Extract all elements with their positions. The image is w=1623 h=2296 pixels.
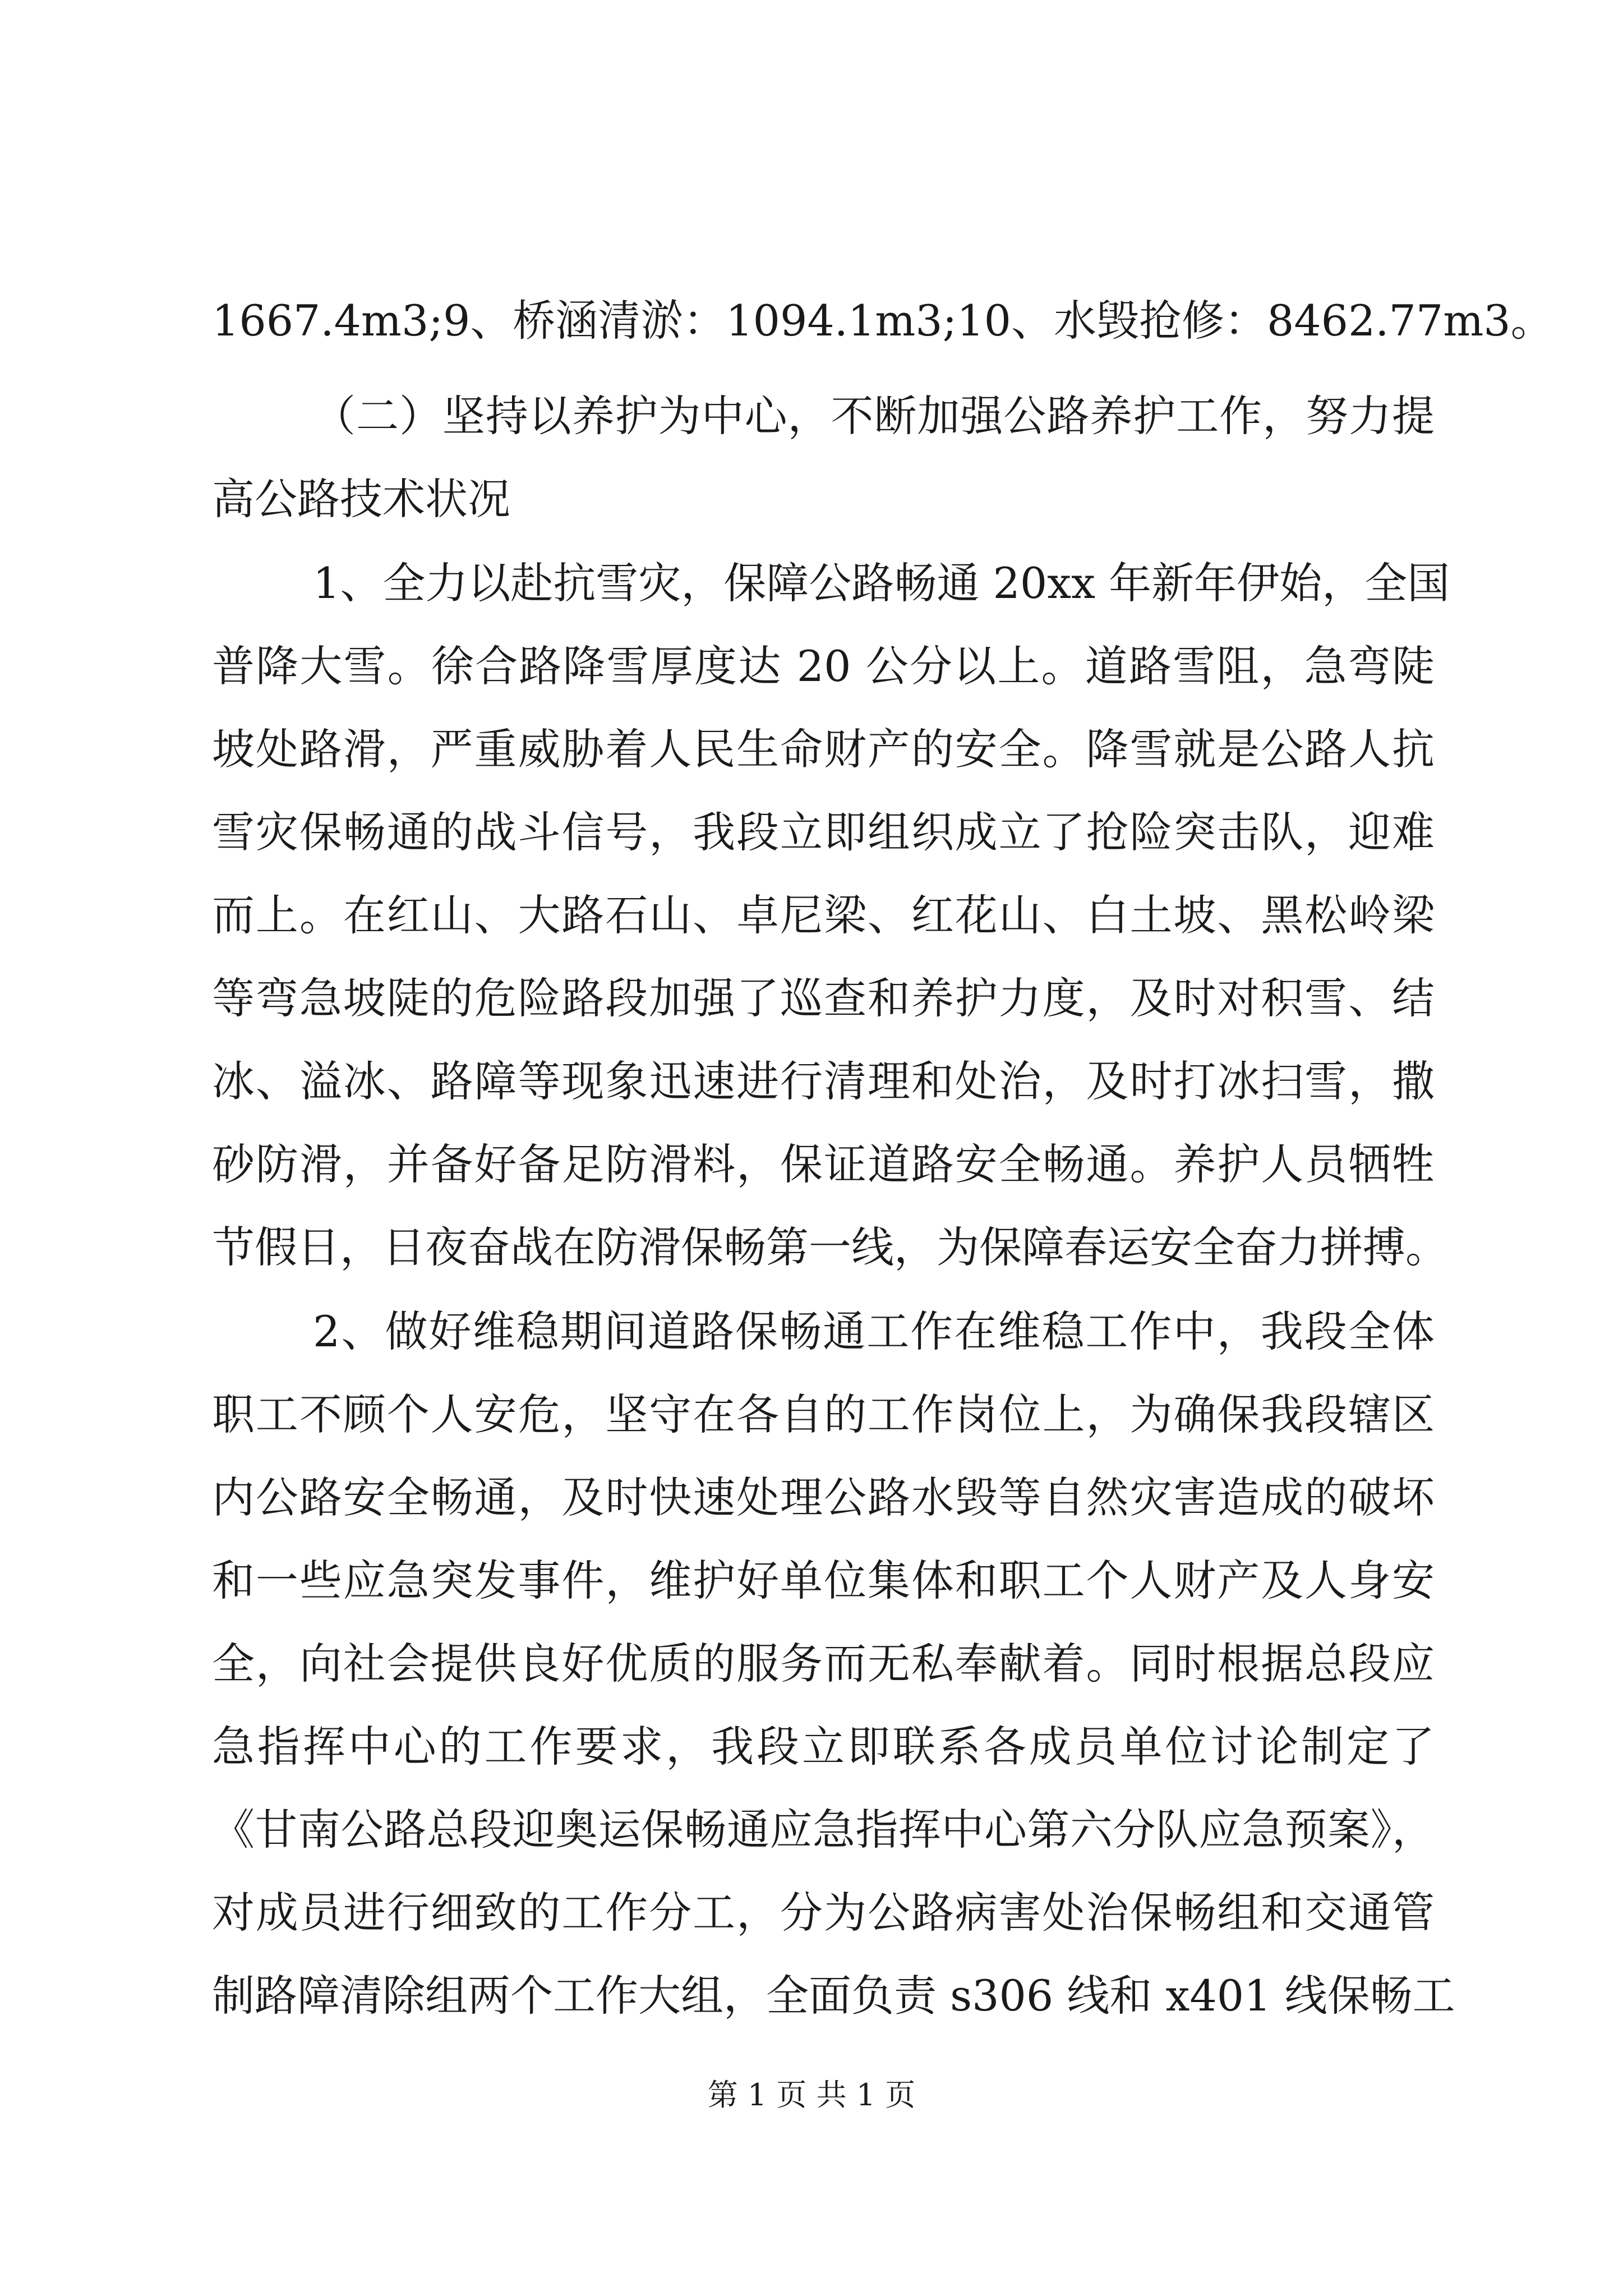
text-line: 等弯急坡陡的危险路段加强了巡查和养护力度，及时对积雪、结	[212, 973, 1435, 1023]
text-line: 职工不顾个人安危，坚守在各自的工作岗位上，为确保我段辖区	[212, 1389, 1435, 1439]
page-footer: 第 1 页 共 1 页	[707, 2077, 916, 2113]
text-line: 冰、溢冰、路障等现象迅速进行清理和处治，及时打冰扫雪，撒	[212, 1056, 1435, 1106]
text-line: 对成员进行细致的工作分工，分为公路病害处治保畅组和交通管	[212, 1888, 1435, 1938]
text-line: 节假日，日夜奋战在防滑保畅第一线，为保障春运安全奋力拼搏。	[212, 1222, 1448, 1272]
text-line: 砂防滑，并备好备足防滑料，保证道路安全畅通。养护人员牺牲	[212, 1139, 1435, 1189]
text-line: 普降大雪。徐合路降雪厚度达 20 公分以上。道路雪阻，急弯陡	[212, 641, 1435, 691]
text-line: 制路障清除组两个工作大组，全面负责 s306 线和 x401 线保畅工	[212, 1971, 1455, 2021]
text-line: 和一些应急突发事件，维护好单位集体和职工个人财产及人身安	[212, 1556, 1435, 1605]
text-line: 《甘南公路总段迎奥运保畅通应急指挥中心第六分队应急预案》，	[212, 1805, 1435, 1855]
text-line: 雪灾保畅通的战斗信号，我段立即组织成立了抢险突击队，迎难	[212, 807, 1435, 857]
text-line: 坡处路滑，严重威胁着人民生命财产的安全。降雪就是公路人抗	[212, 724, 1435, 774]
section-heading-line: （二）坚持以养护为中心，不断加强公路养护工作，努力提	[313, 391, 1435, 441]
paragraph-first-line: 1、全力以赴抗雪灾，保障公路畅通 20xx 年新年伊始，全国	[313, 558, 1450, 608]
section-heading-line: 高公路技术状况	[212, 474, 510, 524]
paragraph-first-line: 2、做好维稳期间道路保畅通工作在维稳工作中，我段全体	[313, 1306, 1435, 1356]
text-line: 内公路安全畅通，及时快速处理公路水毁等自然灾害造成的破坏	[212, 1473, 1435, 1522]
text-line: 1667.4m3;9、桥涵清淤：1094.1m3;10、水毁抢修：8462.77m3。	[212, 296, 1553, 346]
text-line: 急指挥中心的工作要求，我段立即联系各成员单位讨论制定了	[212, 1722, 1435, 1772]
text-line: 全，向社会提供良好优质的服务而无私奉献着。同时根据总段应	[212, 1639, 1435, 1688]
text-line: 而上。在红山、大路石山、卓尼梁、红花山、白土坡、黑松岭梁	[212, 890, 1435, 940]
